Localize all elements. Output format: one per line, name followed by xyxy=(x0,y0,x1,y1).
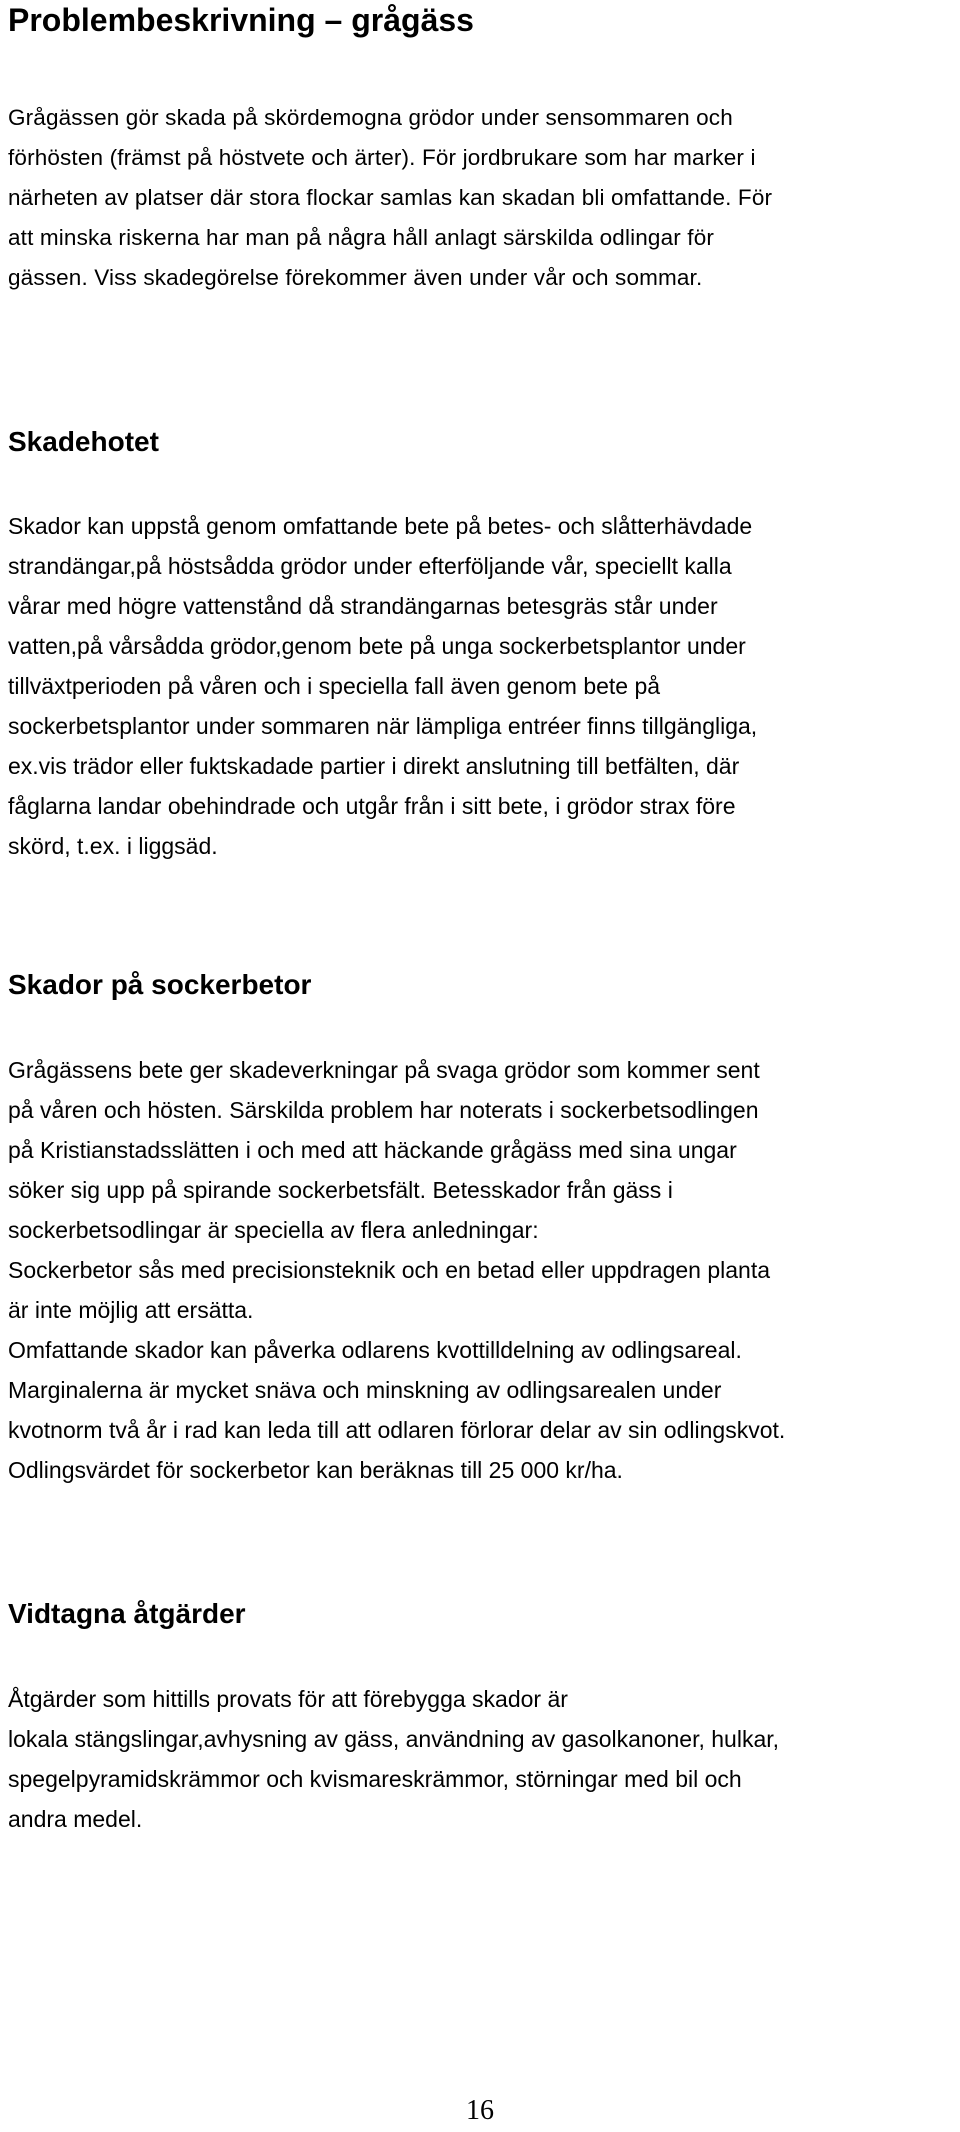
paragraph-line: andra medel. xyxy=(8,1806,143,1832)
paragraph-line: lokala stängslingar,avhysning av gäss, användning av gasolkanoner, hulkar, xyxy=(8,1726,780,1752)
section-heading-skador-pa-sockerbetor: Skador på sockerbetor xyxy=(8,969,312,1000)
paragraph-line: Åtgärder som hittills provats för att förebygga skador är xyxy=(8,1686,568,1712)
paragraph-line: fåglarna landar obehindrade och utgår från i sitt bete, i grödor strax före xyxy=(8,793,736,819)
paragraph-line: Grågässen gör skada på skördemogna grödor under sensommaren och xyxy=(8,105,733,130)
paragraph-line: sockerbetsodlingar är speciella av flera anledningar: xyxy=(8,1217,539,1243)
intro-paragraph xyxy=(8,98,956,298)
paragraph-line: på våren och hösten. Särskilda problem har noterats i sockerbetsodlingen xyxy=(8,1097,759,1123)
paragraph-line: kvotnorm två år i rad kan leda till att odlaren förlorar delar av sin odlingskvot. xyxy=(8,1417,786,1443)
paragraph-line: förhösten (främst på höstvete och ärter). För jordbrukare som har marker i xyxy=(8,145,756,170)
paragraph-line: Odlingsvärdet för sockerbetor kan beräknas till 25 000 kr/ha. xyxy=(8,1457,623,1483)
section-body-skador-pa-sockerbetor xyxy=(8,1050,956,1490)
paragraph-line: att minska riskerna har man på några håll anlagt särskilda odlingar för xyxy=(8,225,715,250)
paragraph-line: Marginalerna är mycket snäva och minskning av odlingsarealen under xyxy=(8,1377,722,1403)
page-title: Problembeskrivning – grågäss xyxy=(8,2,474,38)
paragraph-line: gässen. Viss skadegörelse förekommer även under vår och sommar. xyxy=(8,265,703,290)
paragraph-line: är inte möjlig att ersätta. xyxy=(8,1297,254,1323)
paragraph-line: Sockerbetor sås med precisionsteknik och en betad eller uppdragen planta xyxy=(8,1257,771,1283)
paragraph-line: vårar med högre vattenstånd då strandängarnas betesgräs står under xyxy=(8,593,718,619)
paragraph-line: ex.vis trädor eller fuktskadade partier i direkt anslutning till betfälten, där xyxy=(8,753,740,779)
paragraph-line: närheten av platser där stora flockar samlas kan skadan bli omfattande. För xyxy=(8,185,773,210)
paragraph-line: sockerbetsplantor under sommaren när lämpliga entréer finns tillgängliga, xyxy=(8,713,758,739)
paragraph-line: skörd, t.ex. i liggsäd. xyxy=(8,833,218,859)
paragraph-line: söker sig upp på spirande sockerbetsfält. Betesskador från gäss i xyxy=(8,1177,673,1203)
paragraph-line: spegelpyramidskrämmor och kvismareskrämmor, störningar med bil och xyxy=(8,1766,742,1792)
paragraph-line: tillväxtperioden på våren och i speciella fall även genom bete på xyxy=(8,673,661,699)
section-body-vidtagna-atgarder xyxy=(8,1679,956,1839)
paragraph-line: Grågässens bete ger skadeverkningar på svaga grödor som kommer sent xyxy=(8,1057,760,1083)
section-heading-vidtagna-atgarder: Vidtagna åtgärder xyxy=(8,1598,246,1629)
paragraph-line: Omfattande skador kan påverka odlarens kvottilldelning av odlingsareal. xyxy=(8,1337,742,1363)
page-number: 16 xyxy=(466,2095,494,2126)
paragraph-line: vatten,på vårsådda grödor,genom bete på unga sockerbetsplantor under xyxy=(8,633,746,659)
paragraph-line: strandängar,på höstsådda grödor under efterföljande vår, speciellt kalla xyxy=(8,553,732,579)
section-heading-skadehotet: Skadehotet xyxy=(8,426,159,457)
paragraph-line: på Kristianstadsslätten i och med att häckande grågäss med sina ungar xyxy=(8,1137,737,1163)
section-body-skadehotet xyxy=(8,506,956,866)
paragraph-line: Skador kan uppstå genom omfattande bete på betes- och slåtterhävdade xyxy=(8,513,753,539)
